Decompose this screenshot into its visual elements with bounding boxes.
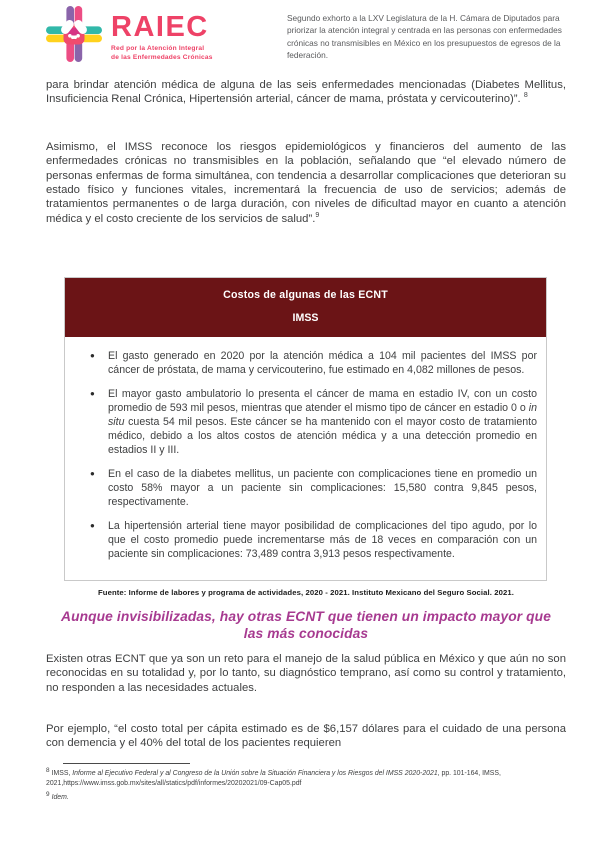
cost-box-title: Costos de algunas de las ECNT (223, 289, 388, 301)
footnote-8: $^8$ IMSS, Informe al Ejecutivo Federal y al Congreso de la Unión sobre la Situación Financiera y los Riesgos del IMSS 2020-2021, pp. 101-164, IMSS, 2021,https://www.imss.gob.mx/sites/all/statics/pdf/informes/20202021/09-Cap05.pdf (46, 766, 501, 788)
footnote-ref-9: 9 (315, 211, 320, 219)
bullet-item: ● La hipertensión arterial tiene mayor posibilidad de complicaciones del tipo agudo, por lo que el costo promedio puede incrementarse más de 18 veces en comparación con un paciente sin complicaciones: 73,489 contra 3,913 pesos respectivamente. (90, 519, 537, 560)
bullet-icon: ● (90, 351, 95, 360)
paragraph-4: Por ejemplo, “el costo total per cápita estimado es de $6,157 dólares para el cuidado de una persona con demencia y el 40% del total de los pacientes requieren (46, 723, 566, 750)
bullet-item: ● En el caso de la diabetes mellitus, un paciente con complicaciones tiene en promedio un costo 58% mayor a un paciente sin complicaciones: 15,580 contra 9,845 pesos, respectivamente. (90, 467, 537, 508)
header (46, 6, 213, 62)
header-note: Segundo exhorto a la LXV Legislatura de la H. Cámara de Diputados para priorizar la atención integral y centrada en las personas con enfermedades crónicas no transmisibles en México en los presupuestos de egresos de la federación. (287, 13, 562, 61)
brand-name: RAIEC (111, 11, 209, 43)
source-note: Fuente: Informe de labores y programa de actividades, 2020 - 2021. Instituto Mexicano del Seguro Social. 2021. (97, 588, 514, 597)
brand-tagline: Red por la Atención Integral de las Enfermedades Crónicas (111, 45, 213, 61)
bullet-icon: ● (90, 388, 95, 398)
footnote-number: 8 (46, 766, 50, 774)
footnote-ref-8: 8 (523, 92, 528, 100)
bullet-icon: ● (90, 468, 95, 478)
paragraph-1: para brindar atención médica de alguna de las seis enfermedades mencionadas (Diabetes Mellitus, Insuficiencia Renal Crónica, Hipertensión arterial, cáncer de mama, próstata y cervicouterino)”. $^8$ (46, 79, 566, 106)
cost-box (64, 277, 547, 581)
bullet-icon: ● (90, 520, 95, 530)
cost-box-subtitle: IMSS (292, 312, 319, 324)
raiec-logo-icon (46, 6, 102, 62)
section-heading: Aunque invisibilizadas, hay otras ECNT que tienen un impacto mayor que las más conocidas (61, 609, 551, 641)
brand-lockup (111, 6, 213, 62)
cost-box-header (65, 278, 546, 337)
paragraph-3: Existen otras ECNT que ya son un reto para el manejo de la salud pública en México y que aún no son reconocidas en su totalidad y, por lo tanto, su diagnóstico temprano, así como su control y tratamiento, no responden a las necesidades actuales. (46, 653, 566, 694)
footnote-url: , pp. 101-164, IMSS, 2021,https://www.imss.gob.mx/sites/all/statics/pdf/informes/20202021/09-Cap05.pdf (46, 770, 501, 788)
bullet-item: ● El gasto generado en 2020 por la atención médica a 104 mil pacientes del IMSS por cáncer de próstata, de mama y cervicouterino, fue estimado en 4,082 millones de pesos. (90, 350, 537, 376)
footnote-9: $^9$ Idem. (46, 790, 69, 801)
footnote-number: 9 (46, 790, 50, 798)
footnote-divider (63, 763, 190, 764)
bullet-list (89, 350, 537, 562)
cost-box-body (65, 337, 546, 580)
paragraph-2: Asimismo, el IMSS reconoce los riesgos epidemiológicos y financieros del aumento de las enfermedades crónicas no transmisibles en la población, señalando que “el elevado número de personas enfermas de forma simultánea, con tendencia a desarrollar complicaciones que deterioran su estado físico y funciones vitales, incrementará la frecuencia de uso de servicios; además de tratamientos permanentes o de larga duración, con niveles de dificultad mayor en cuanto a atención médica y el costo creciente de los servicios de salud”.$^9$ (46, 141, 566, 225)
bullet-item: ● El mayor gasto ambulatorio lo presenta el cáncer de mama en estadio IV, con un costo promedio de 593 mil pesos, mientras que atender el mismo tipo de cáncer en estadio 0 o in situ cuesta 54 mil pesos. Este cáncer se ha mantenido con el mayor costo de tratamiento médico, debido a los altos costos de atención médica y a una detección promedio en estadios II y III. (90, 387, 537, 456)
